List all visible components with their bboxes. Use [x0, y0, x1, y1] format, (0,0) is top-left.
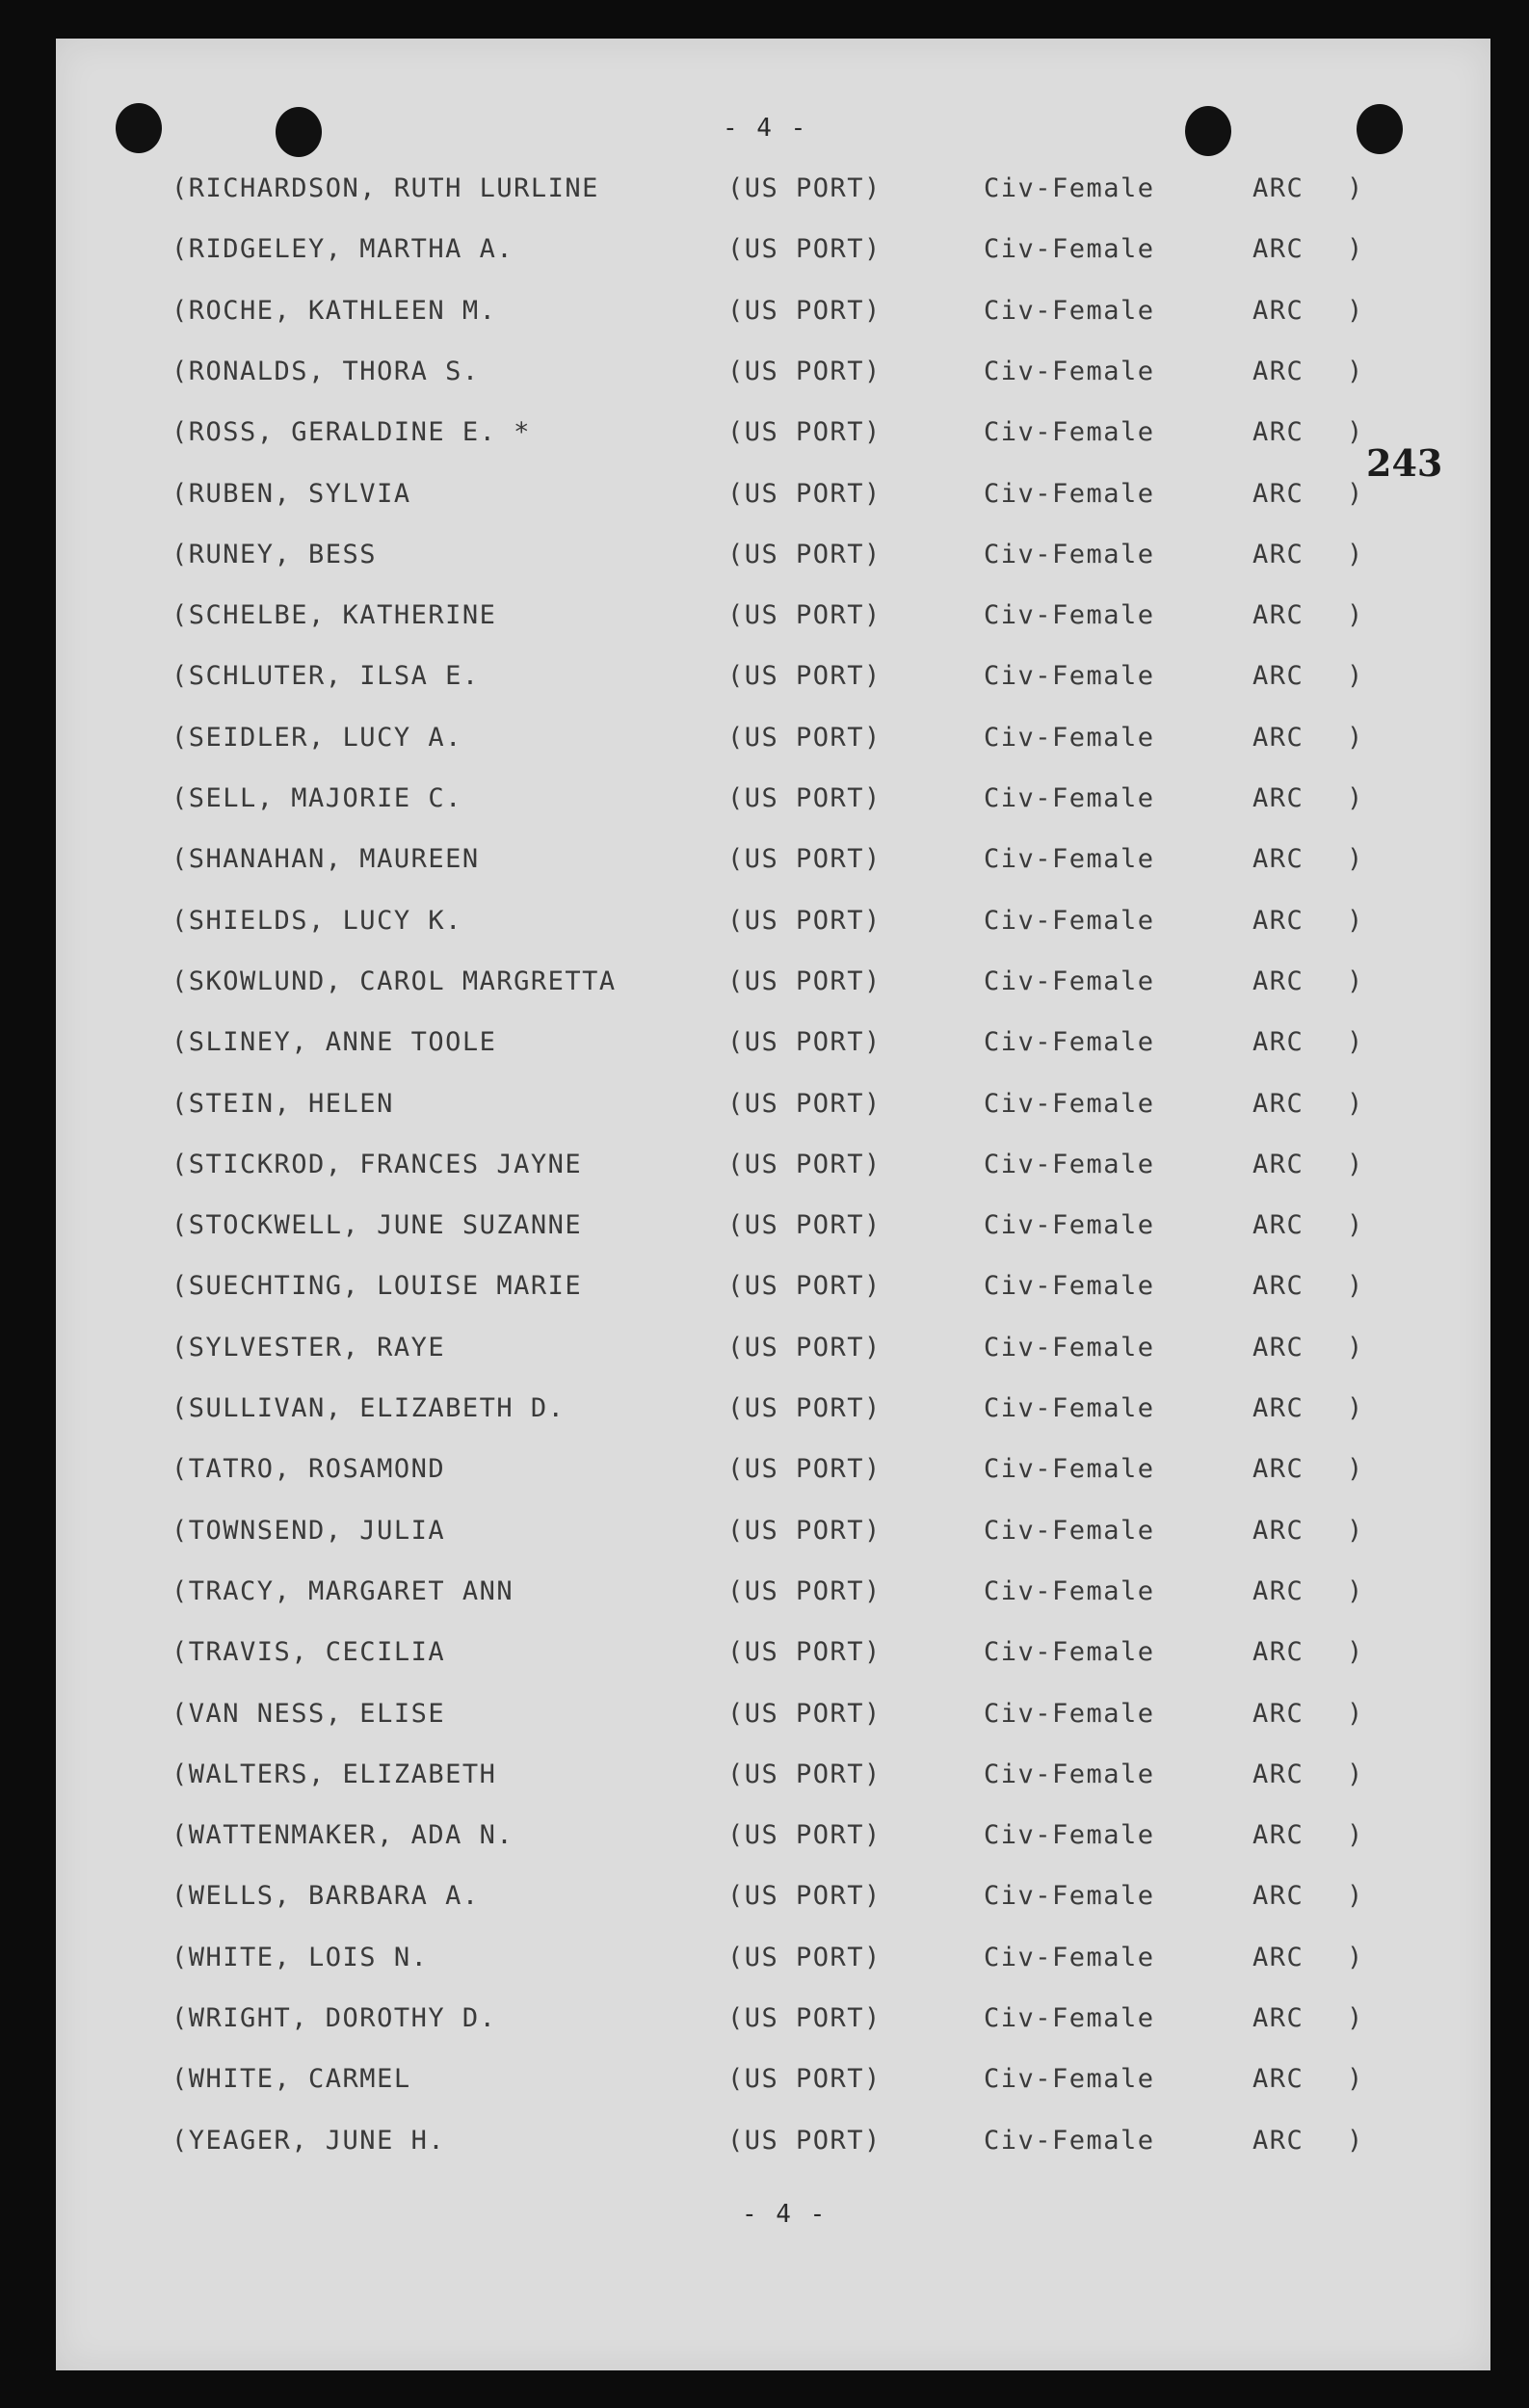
entry-status: Civ-Female [984, 2064, 1155, 2095]
entry-port: (US PORT) [727, 600, 882, 631]
entry-bracket: ) [1347, 539, 1364, 569]
list-item [56, 234, 1490, 273]
entry-port: (US PORT) [727, 1027, 882, 1058]
entry-org: ARC [1252, 417, 1305, 448]
entry-status: Civ-Female [984, 1942, 1155, 1972]
list-item [56, 479, 1490, 517]
entry-status: Civ-Female [984, 1149, 1155, 1179]
entry-status: Civ-Female [984, 1575, 1155, 1606]
entry-name: (SEIDLER, LUCY A. [171, 722, 462, 753]
entry-status: Civ-Female [984, 1210, 1155, 1241]
list-item [56, 661, 1490, 700]
entry-port: (US PORT) [727, 1698, 882, 1729]
list-item [56, 783, 1490, 822]
list-item [56, 1393, 1490, 1432]
entry-port: (US PORT) [727, 783, 882, 813]
entry-name: (SCHLUTER, ILSA E. [171, 661, 480, 692]
entry-bracket: ) [1347, 661, 1364, 692]
entry-name: (STICKROD, FRANCES JAYNE [171, 1149, 583, 1179]
entry-port: (US PORT) [727, 1332, 882, 1363]
entry-port: (US PORT) [727, 234, 882, 265]
entry-bracket: ) [1347, 417, 1364, 448]
entry-status: Civ-Female [984, 1698, 1155, 1729]
entry-port: (US PORT) [727, 1575, 882, 1606]
entry-status: Civ-Female [984, 1271, 1155, 1302]
entry-org: ARC [1252, 1088, 1305, 1119]
entry-status: Civ-Female [984, 722, 1155, 753]
entry-org: ARC [1252, 1698, 1305, 1729]
entry-org: ARC [1252, 356, 1305, 386]
entry-status: Civ-Female [984, 1088, 1155, 1119]
entry-org: ARC [1252, 1759, 1305, 1789]
list-item [56, 1760, 1490, 1798]
entry-name: (WALTERS, ELIZABETH [171, 1759, 497, 1789]
entry-org: ARC [1252, 905, 1305, 936]
list-item [56, 1089, 1490, 1127]
entry-bracket: ) [1347, 173, 1364, 203]
entry-name: (SULLIVAN, ELIZABETH D. [171, 1393, 566, 1423]
entry-status: Civ-Female [984, 1759, 1155, 1789]
entry-bracket: ) [1347, 600, 1364, 631]
entry-org: ARC [1252, 173, 1305, 203]
entry-name: (TRAVIS, CECILIA [171, 1637, 446, 1668]
entry-status: Civ-Female [984, 2003, 1155, 2033]
entry-status: Civ-Female [984, 1454, 1155, 1485]
entry-name: (YEAGER, JUNE H. [171, 2125, 446, 2156]
entry-org: ARC [1252, 722, 1305, 753]
entry-org: ARC [1252, 295, 1305, 326]
entry-bracket: ) [1347, 722, 1364, 753]
list-item [56, 1210, 1490, 1249]
entry-org: ARC [1252, 1027, 1305, 1058]
entry-port: (US PORT) [727, 844, 882, 875]
entry-port: (US PORT) [727, 173, 882, 203]
entry-name: (WHITE, CARMEL [171, 2064, 411, 2095]
entry-bracket: ) [1347, 295, 1364, 326]
entry-status: Civ-Female [984, 234, 1155, 265]
entry-org: ARC [1252, 1942, 1305, 1972]
entry-name: (SHANAHAN, MAUREEN [171, 844, 480, 875]
list-item [56, 1271, 1490, 1310]
entry-bracket: ) [1347, 1332, 1364, 1363]
entry-port: (US PORT) [727, 1820, 882, 1851]
list-item [56, 1150, 1490, 1188]
entry-bracket: ) [1347, 1881, 1364, 1912]
entry-org: ARC [1252, 966, 1305, 996]
punch-hole [1185, 106, 1231, 156]
entry-bracket: ) [1347, 1637, 1364, 1668]
entry-status: Civ-Female [984, 1332, 1155, 1363]
entry-bracket: ) [1347, 1210, 1364, 1241]
entry-port: (US PORT) [727, 1942, 882, 1972]
punch-hole [276, 107, 322, 157]
page-number-top: - 4 - [723, 114, 808, 143]
entry-status: Civ-Female [984, 844, 1155, 875]
margin-note: 243 [1366, 441, 1443, 485]
entry-port: (US PORT) [727, 2064, 882, 2095]
entry-name: (TATRO, ROSAMOND [171, 1454, 446, 1485]
entry-status: Civ-Female [984, 417, 1155, 448]
entry-bracket: ) [1347, 844, 1364, 875]
list-item [56, 844, 1490, 883]
entry-bracket: ) [1347, 2003, 1364, 2033]
entry-name: (WATTENMAKER, ADA N. [171, 1820, 514, 1851]
entry-bracket: ) [1347, 783, 1364, 813]
entry-status: Civ-Female [984, 173, 1155, 203]
entry-org: ARC [1252, 2125, 1305, 2156]
entry-status: Civ-Female [984, 1637, 1155, 1668]
entry-name: (RUBEN, SYLVIA [171, 478, 411, 509]
list-item [56, 540, 1490, 578]
entry-org: ARC [1252, 1575, 1305, 1606]
entry-port: (US PORT) [727, 2003, 882, 2033]
entry-bracket: ) [1347, 1515, 1364, 1546]
entry-bracket: ) [1347, 1393, 1364, 1423]
entry-org: ARC [1252, 1393, 1305, 1423]
entry-name: (TRACY, MARGARET ANN [171, 1575, 514, 1606]
list-item [56, 1516, 1490, 1554]
entry-name: (WRIGHT, DOROTHY D. [171, 2003, 497, 2033]
entry-bracket: ) [1347, 1942, 1364, 1972]
entry-name: (SLINEY, ANNE TOOLE [171, 1027, 497, 1058]
entry-org: ARC [1252, 1332, 1305, 1363]
entry-org: ARC [1252, 661, 1305, 692]
entry-org: ARC [1252, 844, 1305, 875]
entry-status: Civ-Female [984, 1027, 1155, 1058]
entry-org: ARC [1252, 2003, 1305, 2033]
entry-name: (SELL, MAJORIE C. [171, 783, 462, 813]
entry-org: ARC [1252, 539, 1305, 569]
entry-org: ARC [1252, 2064, 1305, 2095]
entry-bracket: ) [1347, 356, 1364, 386]
entry-bracket: ) [1347, 905, 1364, 936]
entry-status: Civ-Female [984, 966, 1155, 996]
entry-port: (US PORT) [727, 661, 882, 692]
list-item [56, 1943, 1490, 1981]
entry-name: (RICHARDSON, RUTH LURLINE [171, 173, 599, 203]
entry-bracket: ) [1347, 1575, 1364, 1606]
list-item [56, 1027, 1490, 1066]
entry-port: (US PORT) [727, 1393, 882, 1423]
entry-org: ARC [1252, 783, 1305, 813]
entry-org: ARC [1252, 600, 1305, 631]
list-item [56, 1699, 1490, 1737]
entry-bracket: ) [1347, 1759, 1364, 1789]
list-item [56, 357, 1490, 395]
entry-bracket: ) [1347, 1454, 1364, 1485]
entry-status: Civ-Female [984, 661, 1155, 692]
list-item [56, 600, 1490, 639]
punch-hole [116, 103, 162, 153]
entry-org: ARC [1252, 1454, 1305, 1485]
list-item [56, 296, 1490, 334]
entry-bracket: ) [1347, 966, 1364, 996]
entry-port: (US PORT) [727, 1759, 882, 1789]
entry-name: (SHIELDS, LUCY K. [171, 905, 462, 936]
list-item [56, 1637, 1490, 1676]
entry-status: Civ-Female [984, 2125, 1155, 2156]
entry-bracket: ) [1347, 478, 1364, 509]
entry-org: ARC [1252, 1881, 1305, 1912]
entry-port: (US PORT) [727, 722, 882, 753]
list-item [56, 173, 1490, 212]
entry-bracket: ) [1347, 1149, 1364, 1179]
entry-port: (US PORT) [727, 2125, 882, 2156]
entry-port: (US PORT) [727, 295, 882, 326]
entry-org: ARC [1252, 1637, 1305, 1668]
entry-org: ARC [1252, 1210, 1305, 1241]
entry-status: Civ-Female [984, 1820, 1155, 1851]
list-item [56, 1820, 1490, 1859]
entry-bracket: ) [1347, 1027, 1364, 1058]
entry-name: (WELLS, BARBARA A. [171, 1881, 480, 1912]
entry-name: (WHITE, LOIS N. [171, 1942, 429, 1972]
entry-name: (SYLVESTER, RAYE [171, 1332, 446, 1363]
entry-name: (ROCHE, KATHLEEN M. [171, 295, 497, 326]
entry-status: Civ-Female [984, 478, 1155, 509]
entry-name: (RONALDS, THORA S. [171, 356, 480, 386]
punch-hole [1357, 104, 1403, 154]
list-item [56, 1454, 1490, 1493]
entry-status: Civ-Female [984, 356, 1155, 386]
entry-bracket: ) [1347, 2064, 1364, 2095]
entry-name: (STEIN, HELEN [171, 1088, 394, 1119]
list-item [56, 2126, 1490, 2164]
list-item [56, 1881, 1490, 1919]
entry-name: (VAN NESS, ELISE [171, 1698, 446, 1729]
entry-port: (US PORT) [727, 1271, 882, 1302]
entry-bracket: ) [1347, 1698, 1364, 1729]
entry-org: ARC [1252, 1271, 1305, 1302]
entry-org: ARC [1252, 1820, 1305, 1851]
entry-bracket: ) [1347, 1088, 1364, 1119]
entry-port: (US PORT) [727, 1881, 882, 1912]
entry-bracket: ) [1347, 1820, 1364, 1851]
entry-org: ARC [1252, 1149, 1305, 1179]
entry-status: Civ-Female [984, 600, 1155, 631]
entry-status: Civ-Female [984, 539, 1155, 569]
entry-name: (RIDGELEY, MARTHA A. [171, 234, 514, 265]
list-item [56, 417, 1490, 456]
list-item [56, 906, 1490, 944]
entry-bracket: ) [1347, 2125, 1364, 2156]
entry-status: Civ-Female [984, 1881, 1155, 1912]
entry-name: (RUNEY, BESS [171, 539, 378, 569]
entry-status: Civ-Female [984, 905, 1155, 936]
entry-org: ARC [1252, 234, 1305, 265]
entry-port: (US PORT) [727, 1210, 882, 1241]
entry-name: (STOCKWELL, JUNE SUZANNE [171, 1210, 583, 1241]
entry-port: (US PORT) [727, 1637, 882, 1668]
entry-port: (US PORT) [727, 905, 882, 936]
entry-port: (US PORT) [727, 1454, 882, 1485]
entry-port: (US PORT) [727, 417, 882, 448]
list-item [56, 2003, 1490, 2042]
entry-status: Civ-Female [984, 1393, 1155, 1423]
list-item [56, 966, 1490, 1005]
entry-port: (US PORT) [727, 966, 882, 996]
entry-name: (SCHELBE, KATHERINE [171, 600, 497, 631]
entry-org: ARC [1252, 1515, 1305, 1546]
entry-bracket: ) [1347, 1271, 1364, 1302]
list-item [56, 1576, 1490, 1615]
list-item [56, 723, 1490, 761]
entry-name: (ROSS, GERALDINE E. * [171, 417, 531, 448]
list-item [56, 1333, 1490, 1371]
entry-name: (SUECHTING, LOUISE MARIE [171, 1271, 583, 1302]
entry-status: Civ-Female [984, 295, 1155, 326]
entry-status: Civ-Female [984, 1515, 1155, 1546]
entry-port: (US PORT) [727, 478, 882, 509]
entry-port: (US PORT) [727, 1149, 882, 1179]
document-page [56, 39, 1490, 2370]
entry-port: (US PORT) [727, 356, 882, 386]
entry-port: (US PORT) [727, 539, 882, 569]
entry-port: (US PORT) [727, 1088, 882, 1119]
page-number-bottom: - 4 - [742, 2200, 828, 2229]
list-item [56, 2064, 1490, 2103]
entry-bracket: ) [1347, 234, 1364, 265]
entry-status: Civ-Female [984, 783, 1155, 813]
entry-name: (SKOWLUND, CAROL MARGRETTA [171, 966, 617, 996]
entry-name: (TOWNSEND, JULIA [171, 1515, 446, 1546]
entry-org: ARC [1252, 478, 1305, 509]
entry-port: (US PORT) [727, 1515, 882, 1546]
